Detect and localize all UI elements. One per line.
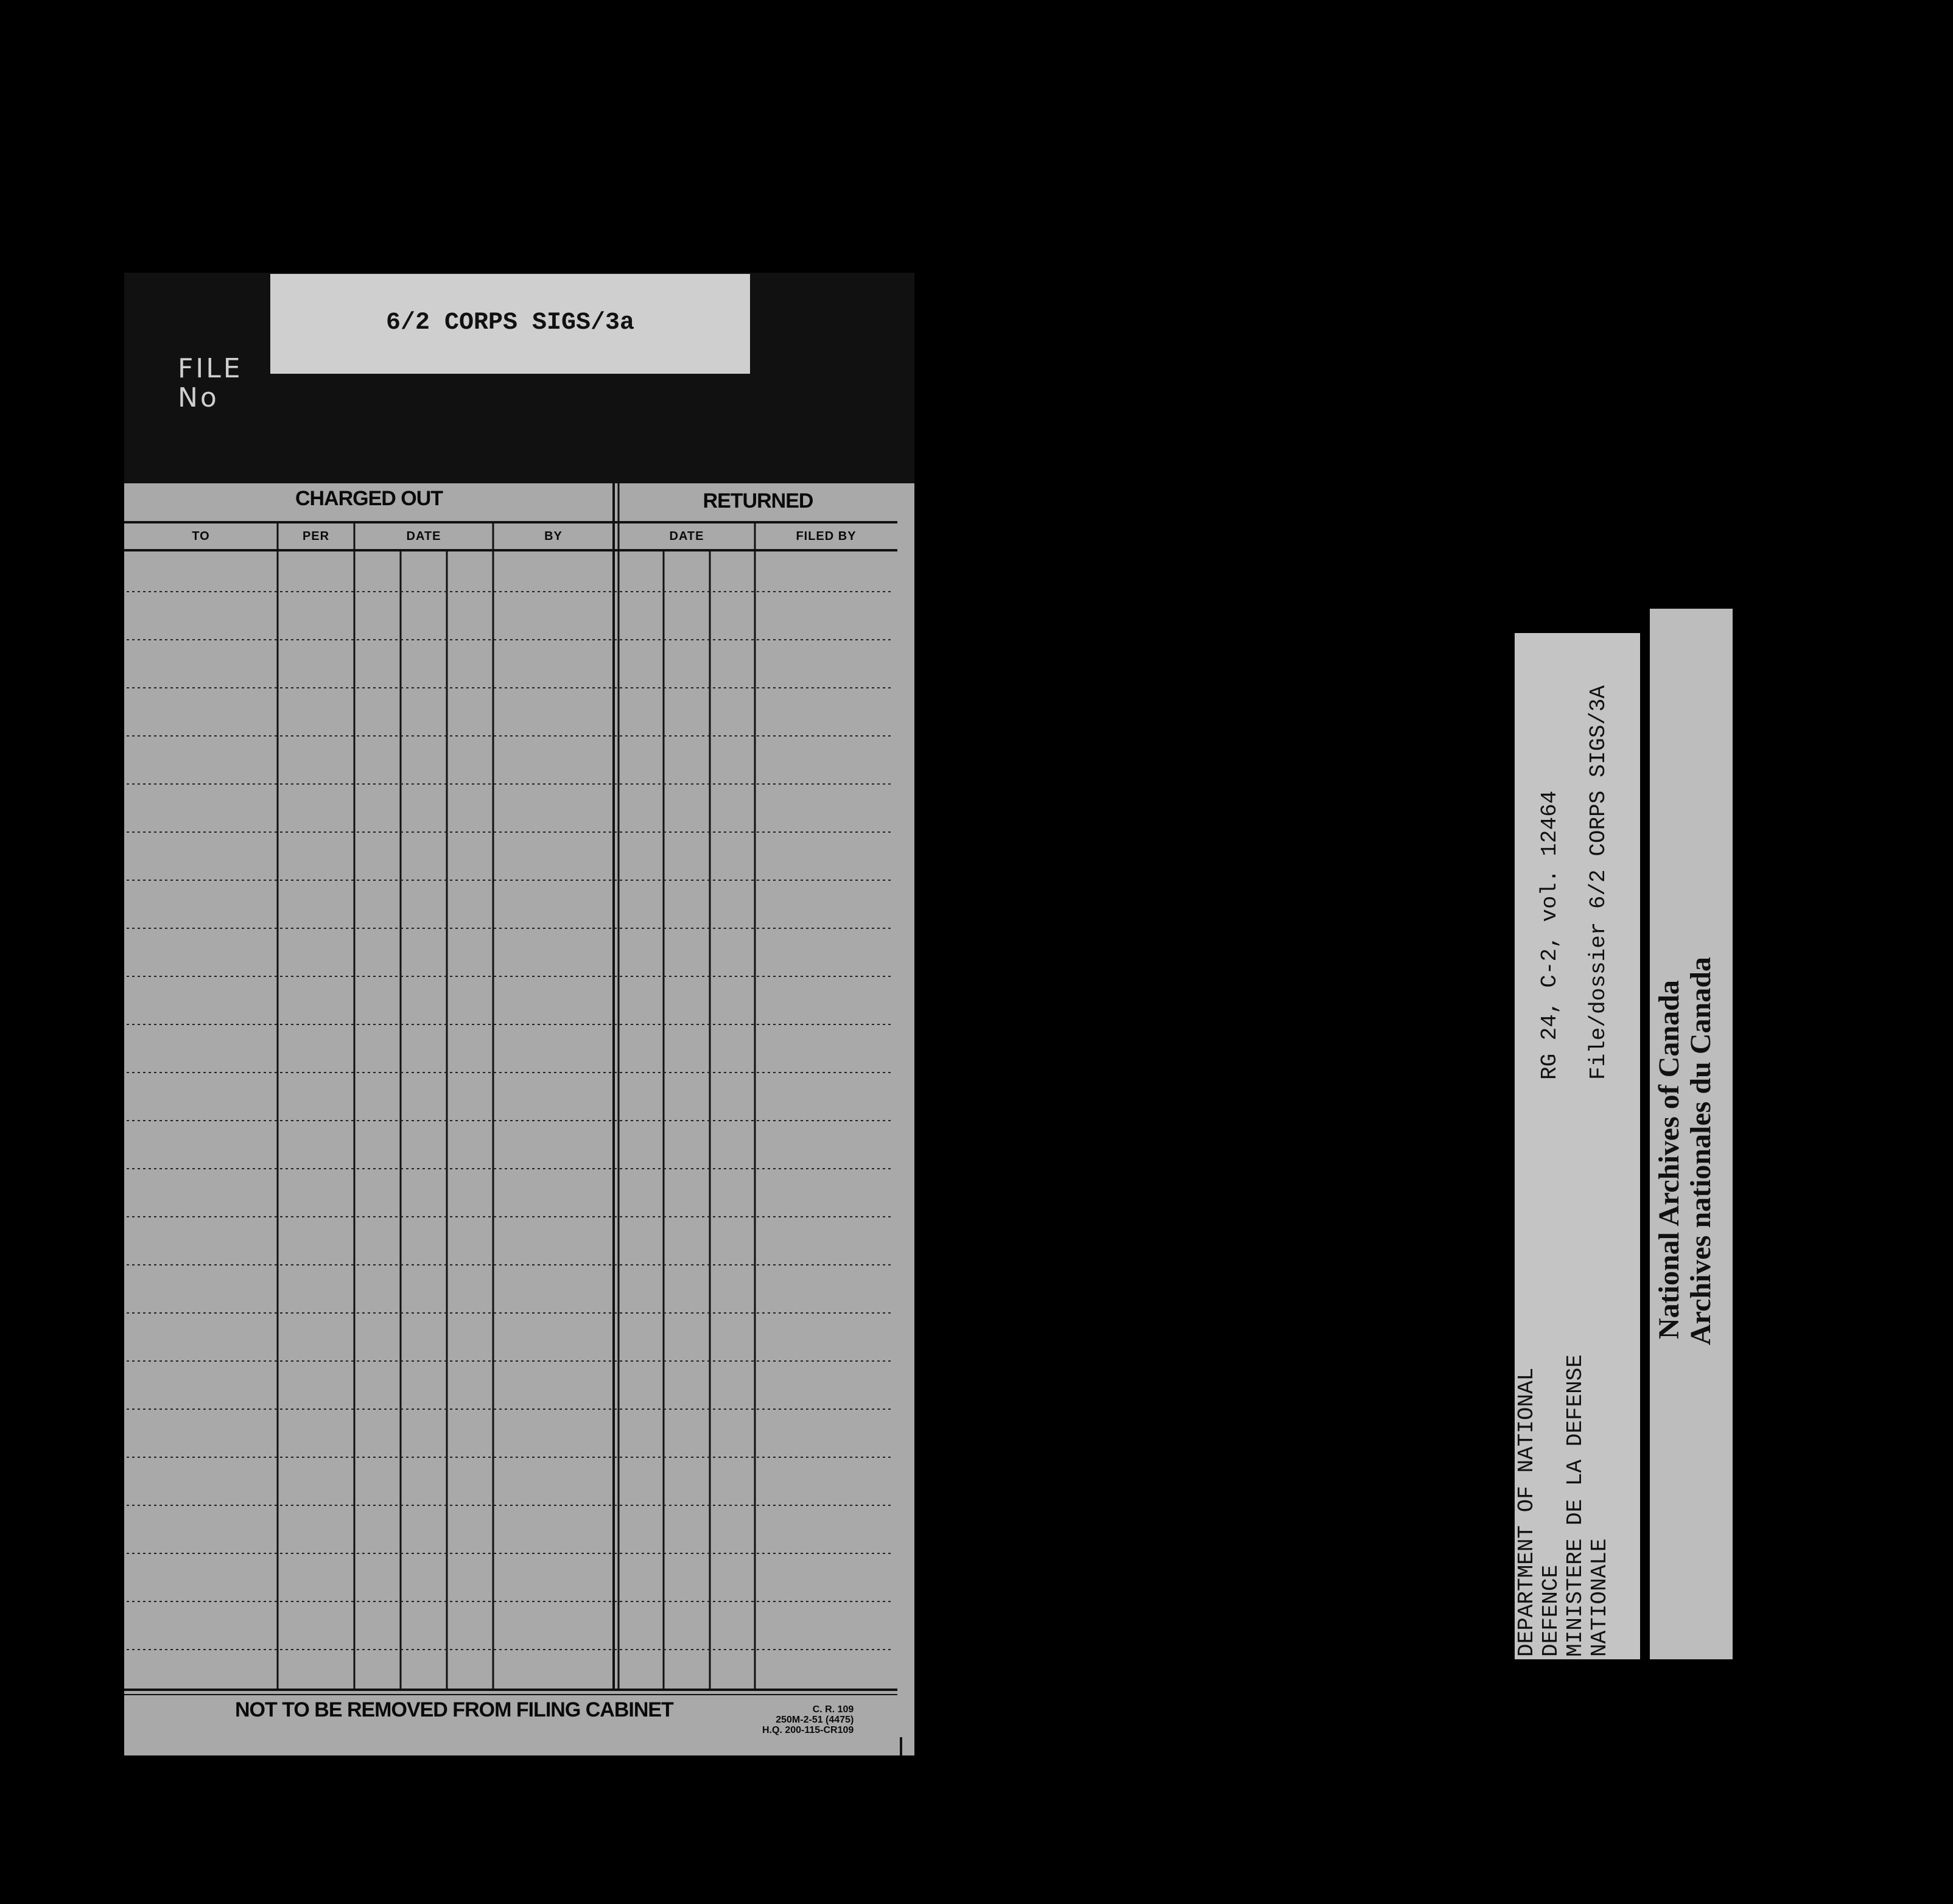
archive-reference: RG 24, C-2, vol. 12464 [1537, 790, 1562, 1080]
file-label-line-1: FILE [178, 353, 243, 384]
col-per: PER [302, 530, 330, 543]
archives-name-strip [1650, 609, 1733, 1659]
file-number: 6/2 CORPS SIGS/3a [385, 309, 635, 337]
archives-name-fr: Archives nationales du Canada [1685, 957, 1717, 1345]
department-fr-2: NATIONALE [1587, 1538, 1612, 1657]
returned-heading: RETURNED [703, 489, 813, 513]
hq-code: H.Q. 200-115-CR109 [762, 1725, 854, 1735]
department-fr-1: MINISTERE DE LA DEFENSE [1563, 1354, 1588, 1657]
form-codes [762, 1704, 854, 1735]
department-en-1: DEPARTMENT OF NATIONAL [1514, 1367, 1539, 1657]
col-to: TO [192, 530, 210, 543]
archive-reference-strip [1515, 633, 1640, 1659]
col-date-out: DATE [406, 530, 441, 543]
charged-out-heading: CHARGED OUT [295, 487, 443, 510]
form-number: C. R. 109 [812, 1704, 854, 1715]
footer-notice: NOT TO BE REMOVED FROM FILING CABINET [235, 1698, 673, 1721]
archives-name-en: National Archives of Canada [1653, 980, 1685, 1339]
card-ruling [124, 483, 914, 1755]
file-no-label [178, 354, 275, 415]
file-number-tab [270, 274, 750, 374]
file-label-line-2: No [178, 382, 219, 413]
charge-out-card [124, 483, 914, 1755]
file-dossier: File/dossier 6/2 CORPS SIGS/3A [1586, 685, 1611, 1080]
col-filed-by: FILED BY [796, 530, 857, 543]
col-date-returned: DATE [669, 530, 704, 543]
print-code: 250M-2-51 (4475) [776, 1715, 854, 1725]
col-by: BY [544, 530, 563, 543]
department-en-2: DEFENCE [1538, 1564, 1563, 1657]
